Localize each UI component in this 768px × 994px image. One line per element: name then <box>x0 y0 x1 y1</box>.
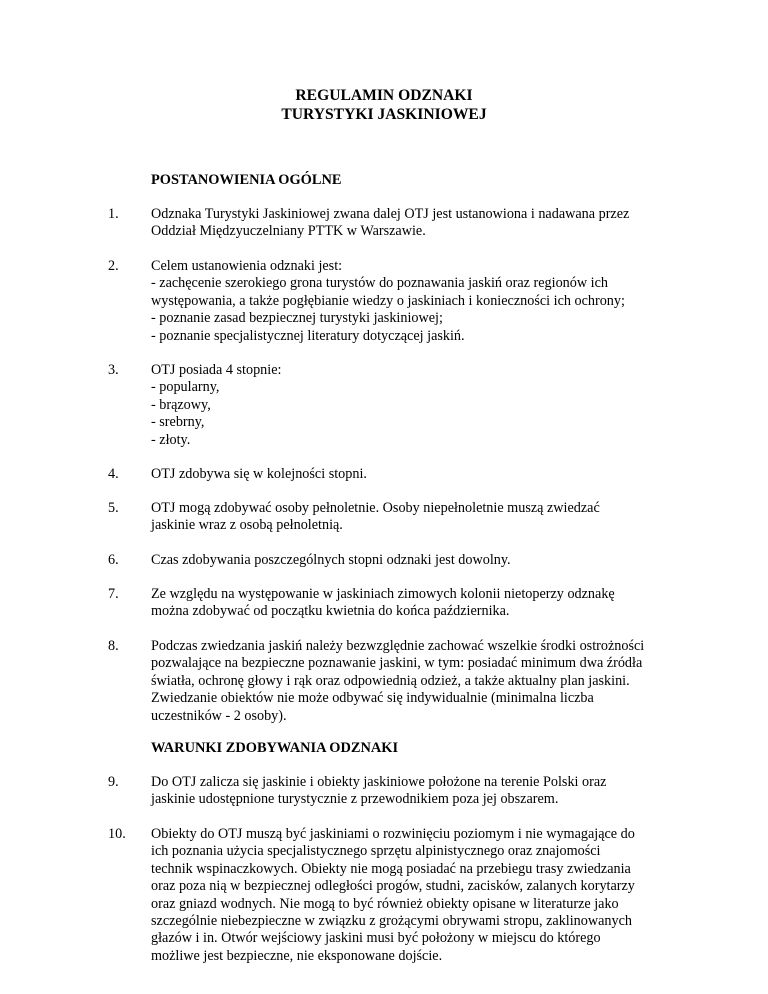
item-number: 4. <box>108 466 119 482</box>
list-item-9 <box>108 774 688 809</box>
list-item-10 <box>108 826 688 965</box>
item-number: 9. <box>108 774 119 790</box>
item-number: 5. <box>108 500 119 516</box>
item-text: Obiekty do OTJ muszą być jaskiniami o rozwinięciu poziomym i nie wymagające do ich poznania użycia specjalistycznego sprzętu alpinistycznego oraz znajomości technik wspinaczkowych. Obiekty nie mogą posiadać na przebiegu trasy zwiedzania oraz poza nią w bezpiecznej odległości progów, studni, zacisków, zalanych korytarzy oraz gniazd wodnych. Nie mogą to być również obiekty opisane w literaturze jako szczególnie niebezpieczne w związku z grożącymi obrywami stropu, zaklinowanych głazów i in. Otwór wejściowy jaskini musi być położony w miejscu do którego możliwe jest bezpieczne, nie eksponowane dojście. <box>151 826 635 964</box>
item-text: Celem ustanowienia odznaki jest: - zachęcenie szerokiego grona turystów do poznawania jaskiń oraz regionów ich występowania, a także pogłębianie wiedzy o jaskiniach i konieczności ich ochrony; - poznanie zasad bezpiecznej turystyki jaskiniowej; - poznanie specjalistycznej literatury dotyczącej jaskiń. <box>151 258 625 344</box>
item-number: 8. <box>108 638 119 654</box>
item-number: 3. <box>108 362 119 378</box>
document-title <box>0 86 768 124</box>
list-item-3 <box>108 362 688 449</box>
item-text: OTJ mogą zdobywać osoby pełnoletnie. Osoby niepełnoletnie muszą zwiedzać jaskinie wraz z osobą pełnoletnią. <box>151 500 600 534</box>
list-item-8 <box>108 638 688 725</box>
item-text: Czas zdobywania poszczególnych stopni odznaki jest dowolny. <box>151 552 511 568</box>
list-item-2 <box>108 258 688 345</box>
item-text: Odznaka Turystyki Jaskiniowej zwana dalej OTJ jest ustanowiona i nadawana przez Oddział Międzyuczelniany PTTK w Warszawie. <box>151 206 630 240</box>
item-text: Podczas zwiedzania jaskiń należy bezwzględnie zachować wszelkie środki ostrożności pozwalające na bezpieczne poznawanie jaskini, w tym: posiadać minimum dwa źródła światła, ochronę głowy i rąk oraz odpowiednią odzież, a także aktualny plan jaskini. Zwiedzanie obiektów nie może odbywać się indywidualnie (minimalna liczba uczestników - 2 osoby). <box>151 638 645 724</box>
item-text: OTJ zdobywa się w kolejności stopni. <box>151 466 367 482</box>
list-item-5 <box>108 500 688 535</box>
list-item-7 <box>108 586 688 621</box>
item-number: 1. <box>108 206 119 222</box>
list-item-4 <box>108 466 688 483</box>
list-item-1 <box>108 206 688 241</box>
title-line-1: REGULAMIN ODZNAKI <box>295 87 473 104</box>
item-number: 10. <box>108 826 126 842</box>
item-text: Do OTJ zalicza się jaskinie i obiekty jaskiniowe położone na terenie Polski oraz jaskinie udostępnione turystycznie z przewodnikiem poza jej obszarem. <box>151 774 607 808</box>
title-line-2: TURYSTYKI JASKINIOWEJ <box>281 106 487 123</box>
item-number: 6. <box>108 552 119 568</box>
section-heading-general: POSTANOWIENIA OGÓLNE <box>151 172 342 188</box>
item-text: OTJ posiada 4 stopnie: - popularny, - brązowy, - srebrny, - złoty. <box>151 362 282 448</box>
item-number: 7. <box>108 586 119 602</box>
section-heading-conditions: WARUNKI ZDOBYWANIA ODZNAKI <box>151 740 399 756</box>
item-number: 2. <box>108 258 119 274</box>
item-text: Ze względu na występowanie w jaskiniach zimowych kolonii nietoperzy odznakę można zdobywać od początku kwietnia do końca października. <box>151 586 615 620</box>
list-item-6 <box>108 552 688 569</box>
